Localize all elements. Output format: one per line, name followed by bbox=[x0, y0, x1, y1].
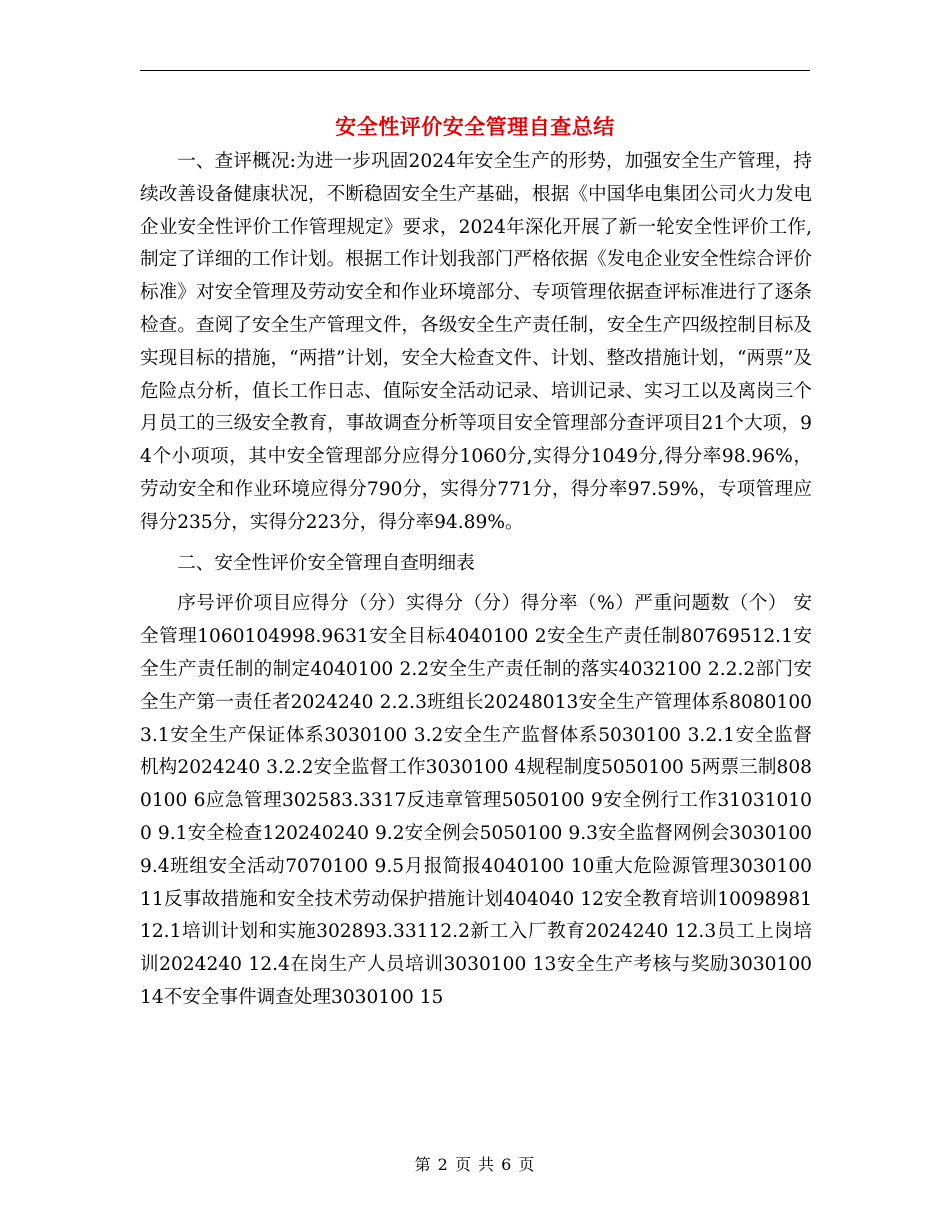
header-rule bbox=[140, 70, 810, 71]
paragraph-overview: 一、查评概况:为进一步巩固2024年安全生产的形势，加强安全生产管理，持续改善设备健康状况，不断稳固安全生产基础，根据《中国华电集团公司火力发电企业安全性评价工作管理规定》要求，2024年深化开展了新一轮安全性评价工作,制定了详细的工作计划。根据工作计划我部门严格依据《发电企业安全性综合评价标准》对安全管理及劳动安全和作业环境部分、专项管理依据查评标准进行了逐条检查。查阅了安全生产管理文件，各级安全生产责任制，安全生产四级控制目标及实现目标的措施，“两措”计划，安全大检查文件、计划、整改措施计划，“两票”及危险点分析，值长工作日志、值际安全活动记录、培训记录、实习工以及离岗三个月员工的三级安全教育，事故调查分析等项目安全管理部分查评项目21个大项，94个小项项，其中安全管理部分应得分1060分,实得分1049分,得分率98.96%，劳动安全和作业环境应得分790分，实得分771分，得分率97.59%，专项管理应得分235分，实得分223分，得分率94.89%。 bbox=[140, 151, 812, 533]
document-body bbox=[140, 146, 812, 1015]
document-title: 安全性评价安全管理自查总结 bbox=[335, 114, 615, 139]
paragraph-table-content: 序号评价项目应得分（分）实得分（分）得分率（%）严重问题数（个） 安全管理1060104998.9631安全目标4040100 2安全生产责任制80769512.1安全生产责任制的制定4040100 2.2安全生产责任制的落实4032100 2.2.2部门安全生产第一责任者2024240 2.2.3班组长20248013安全生产管理体系8080100 3.1安全生产保证体系3030100 3.2安全生产监督体系5030100 3.2.1安全监督机构2024240 3.2.2安全监督工作3030100 4规程制度5050100 5两票三制8080100 6应急管理302583.3317反违章管理5050100 9安全例行工作310310100 9.1安全检查120240240 9.2安全例会5050100 9.3安全监督网例会3030100 9.4班组安全活动7070100 9.5月报简报4040100 10重大危险源管理3030100 11反事故措施和安全技术劳动保护措施计划404040 12安全教育培训1009898112.1培训计划和实施302893.33112.2新工入厂教育2024240 12.3员工上岗培训2024240 12.4在岗生产人员培训3030100 13安全生产考核与奖励3030100 14不安全事件调查处理3030100 15 bbox=[140, 593, 812, 1008]
page-number: 第 2 页 共 6 页 bbox=[414, 1155, 536, 1174]
paragraph-table-heading: 二、安全性评价安全管理自查明细表 bbox=[177, 552, 475, 574]
